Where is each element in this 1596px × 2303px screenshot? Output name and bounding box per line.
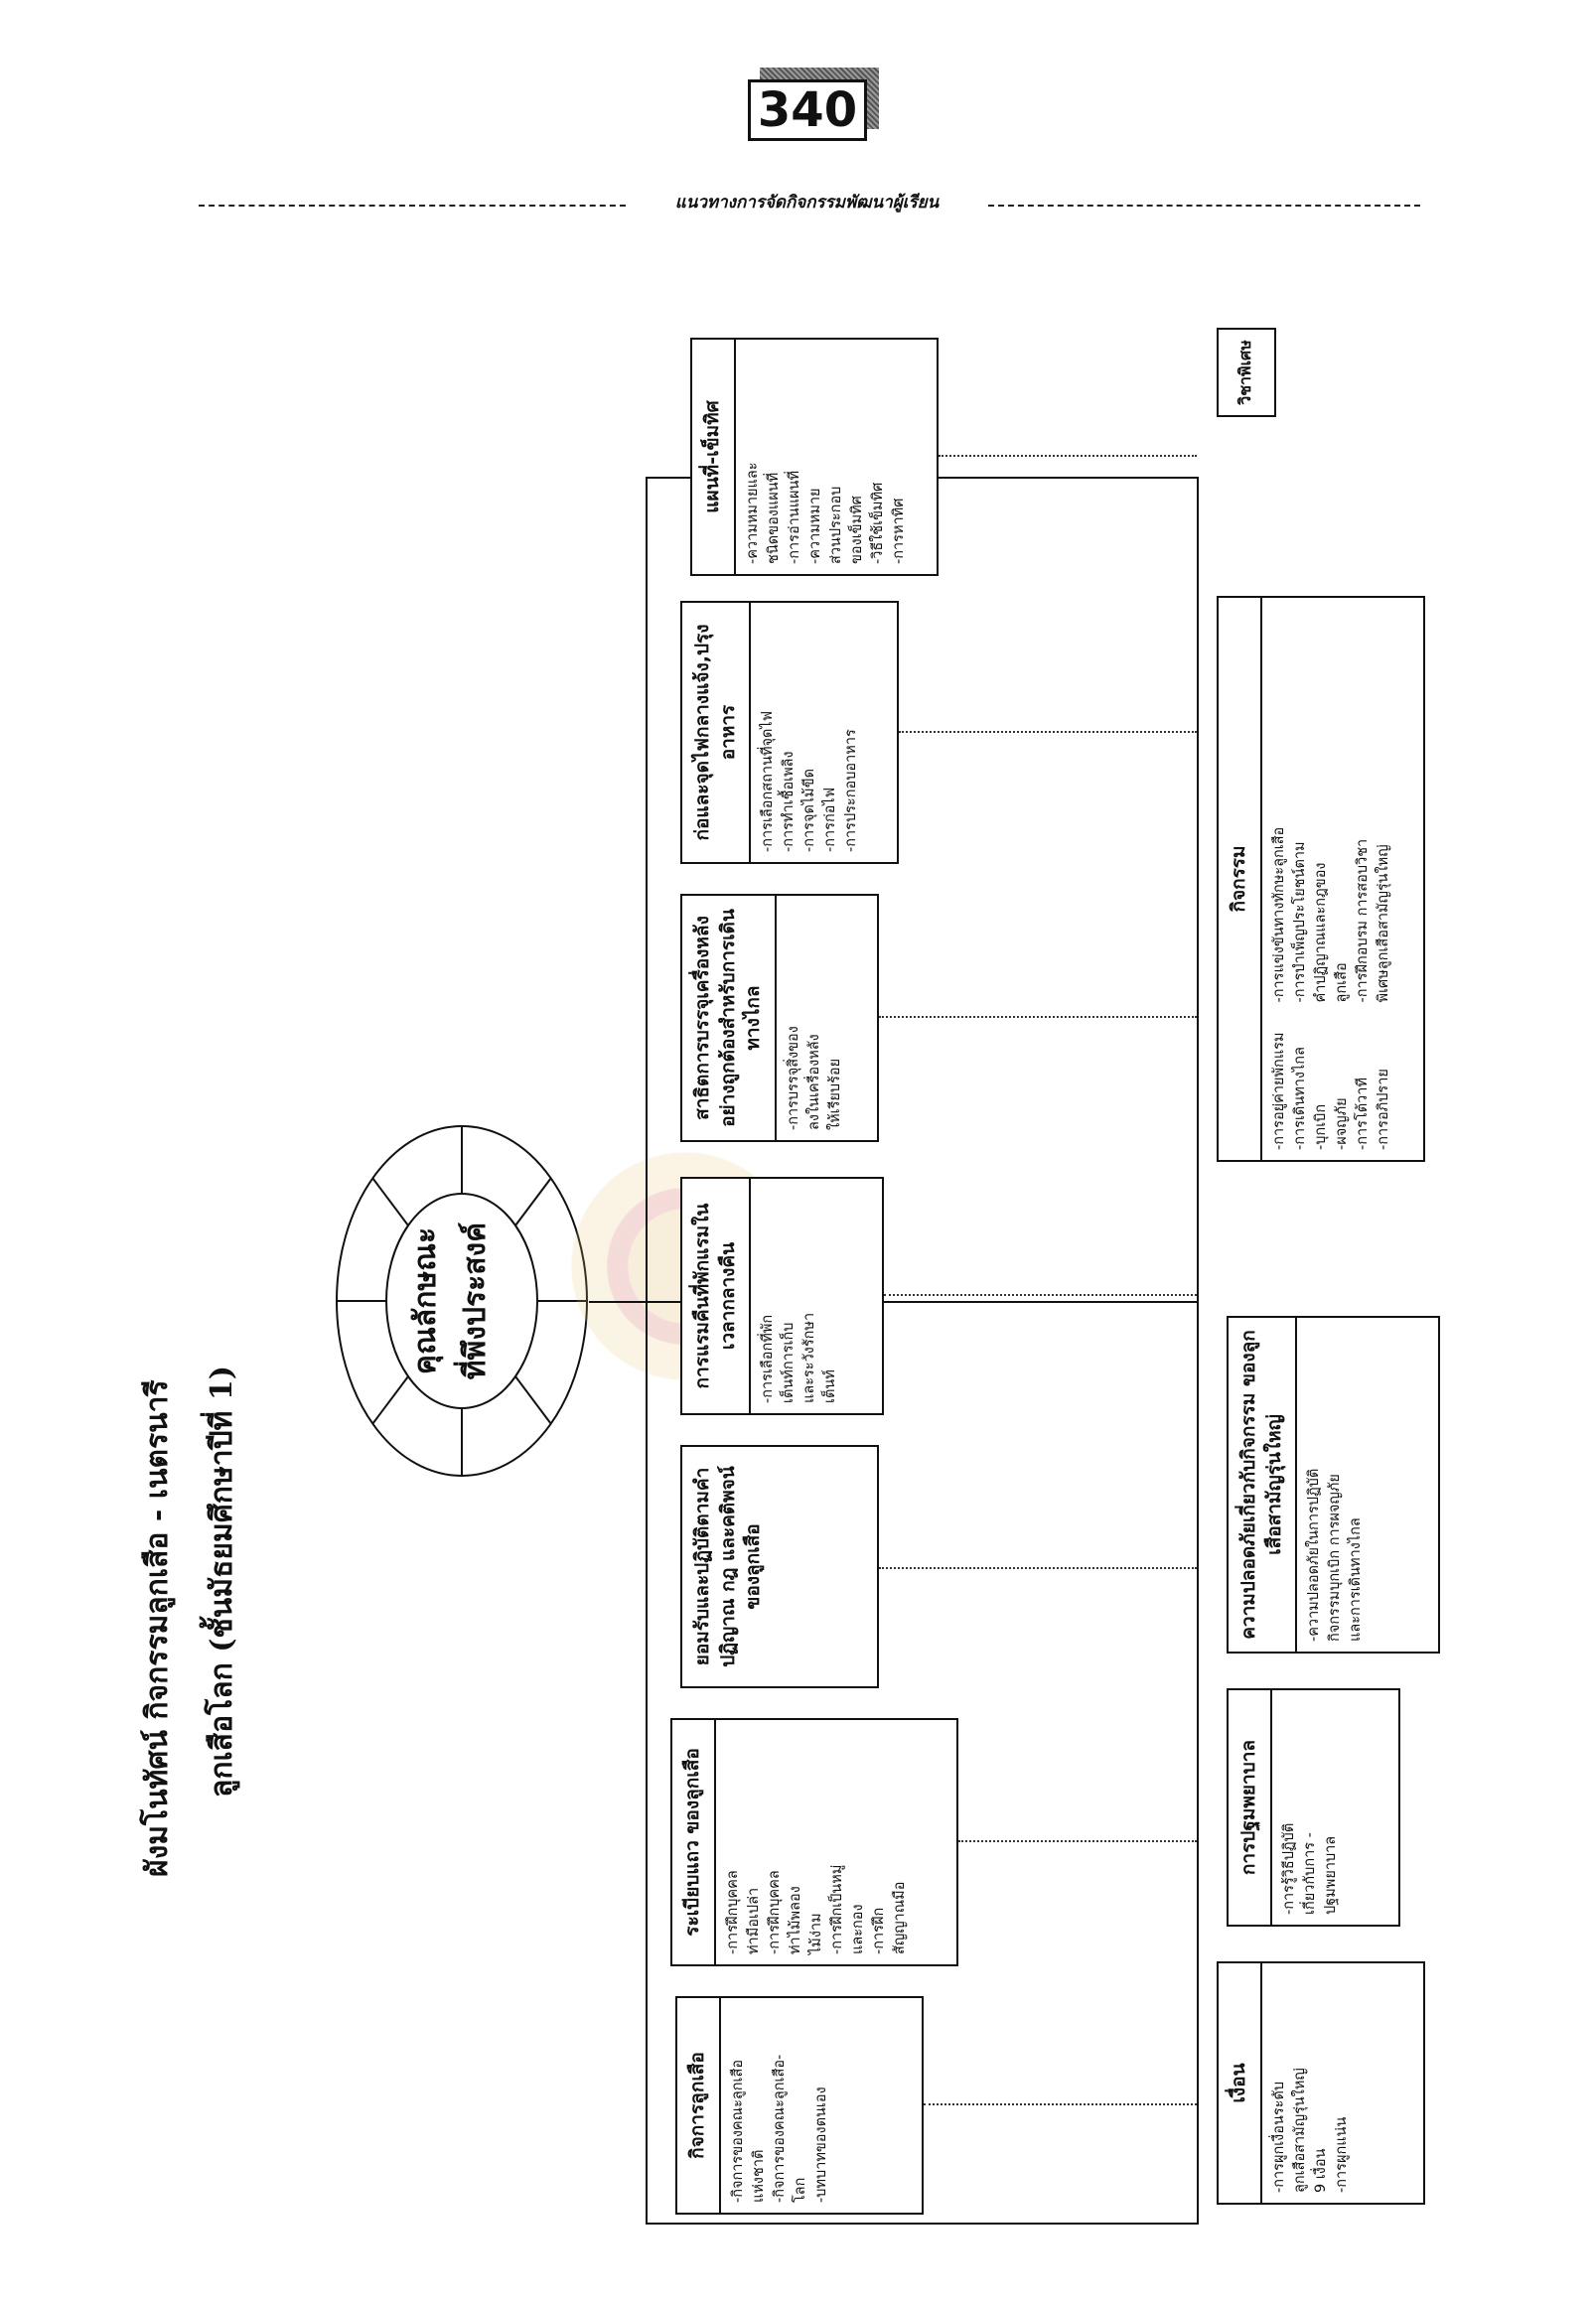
list-item: ให้เรียบร้อย [826,1058,843,1130]
list-item: โลก [792,2177,808,2203]
list-item: เต็นท์การเก็บ [781,1322,798,1403]
box-first-aid [1227,1688,1400,1927]
box-title: ก่อและจุดไฟกลางแจ้ง,ปรุงอาหาร [682,603,751,862]
diagram-subtitle: ลูกเสือโลก (ชั้นมัธยมศึกษาปีที่ 1) [205,1366,239,1798]
box-title: สาธิตการบรรจุเครื่องหลังอย่างถูกต้องสำหรับการเดินทางไกล [682,896,777,1140]
box-items [1262,1963,1360,2203]
box-map-compass [690,338,939,576]
list-item: -กิจการของคณะลูกเสือ [729,2059,746,2203]
list-item: ท่ามือเปล่า [745,1887,762,1954]
list-item: และการเดินทางไกล [1348,1517,1365,1642]
list-item: -วิธีใช้เข็มทิศ [869,482,886,564]
list-item: ลงในเครื่องหลัง [805,1034,822,1130]
list-item: กิจกรรมบุกเบิก การผจญภัย [1327,1474,1344,1642]
list-item: ลูกเสือสามัญรุ่นใหญ่ [1291,2068,1308,2193]
wheel-caption-bottom: ที่พึงประสงค์ [458,1222,493,1380]
list-item: -การโต้วาที [1354,1078,1371,1150]
list-item: -การประกอบอาหาร [843,729,860,852]
dotted-connector [879,1567,1197,1569]
box-items [751,603,869,862]
list-item: -การฝึกบุคคล [766,1870,783,1954]
connector-wheel-stem [589,1301,649,1303]
box-title: ยอมรับและปฏิบัติตามคำปฏิญาณ กฎ และคติพจน์ ของลูกเสือ [691,1466,765,1667]
list-item: -การทำเชื้อเพลิง [781,751,798,852]
connector-upper-bus [646,477,648,2225]
box-title: แผนที่-เข็มทิศ [692,340,736,574]
box-knots [1217,1961,1425,2205]
box-scout-affairs [675,1996,924,2215]
list-item: -การอยู่ค่ายพักแรม [1270,1032,1287,1150]
list-item: ท่าไม้พลอง [787,1886,803,1954]
list-item: สัญญาณมือ [891,1881,908,1954]
box-overnight-camp [680,1177,884,1415]
box-items [1297,1318,1374,1652]
activities-column-left [1269,1032,1394,1150]
list-item: -ความปลอดภัยในการปฏิบัติ [1306,1468,1323,1642]
list-item: -การอภิปราย [1375,1069,1391,1150]
box-items [721,1998,839,2213]
list-item: -ผจญภัย [1333,1097,1350,1150]
box-promise-law-motto [680,1445,879,1688]
wheel-caption-top: คุณลักษณะ [408,1226,443,1375]
dotted-connector [899,731,1197,733]
box-items [751,1179,848,1413]
box-title: การแรมคืนที่พักแรมในเวลากลางคืน [682,1179,751,1413]
dotted-connector [924,2103,1197,2105]
list-item: -กิจการของคณะลูกเสือ- [771,2054,788,2203]
list-item: -การหาทิศ [890,498,907,564]
list-item: -บทบาทของตนเอง [812,2087,829,2203]
dotted-connector [884,1294,1197,1296]
page-number: 340 [748,79,867,141]
box-items [1272,1690,1349,1925]
running-header: แนวทางการจัดกิจกรรมพัฒนาผู้เรียน [674,193,940,213]
list-item: -การฝึกเป็นหมู่ [828,1864,845,1954]
list-item: -การรู้วิธีปฏิบัติ [1280,1822,1297,1915]
list-item: ส่วนประกอบ [827,486,844,564]
list-item: -การผูกเงื่อนระดับ [1270,2081,1287,2193]
dotted-connector [879,1016,1197,1018]
list-item: เต็นท์ [822,1369,839,1403]
box-title: เงื่อน [1219,1963,1262,2203]
list-item: -บุกเบิก [1312,1103,1329,1150]
list-item: -การจุดไม้ขีด [801,768,818,852]
box-safety [1227,1316,1440,1654]
header-rule-left [199,205,626,207]
box-special-subjects [1217,328,1276,417]
list-item: 9 เงื่อน [1312,2148,1329,2193]
list-item: -การบำเพ็ญประโยชน์ตาม [1291,841,1308,1003]
box-items [736,340,917,574]
connector-lower-bus [1197,477,1199,2225]
connector-left-vertical [646,2223,1199,2225]
list-item: ลูกเสือ [1333,962,1350,1003]
list-item: คำปฏิญาณและกฎของ [1312,862,1329,1003]
activities-column-right [1269,827,1394,1003]
list-item: ปฐมพยาบาล [1322,1835,1339,1915]
box-fire-cooking [680,601,899,864]
list-item: -การแข่งขันทางทักษะลูกเสือ [1270,826,1287,1003]
box-title: วิชาพิเศษ [1235,340,1254,405]
dotted-connector [958,1840,1197,1842]
box-title: ความปลอดภัยเกี่ยวกับกิจกรรม ของลูกเสือสามัญรุ่นใหญ่ [1229,1318,1297,1652]
box-title: การปฐมพยาบาล [1229,1690,1272,1925]
list-item: -ความหมายและ [744,462,761,564]
list-item: -การบรรจุสิ่งของ [785,1026,801,1130]
list-item: -การเดินทางไกล [1291,1047,1308,1150]
list-item: -การเลือกสถานที่จุดไฟ [760,711,777,852]
header-rule-right [988,205,1420,207]
box-activities [1217,596,1425,1162]
box-items [716,1720,918,1964]
list-item: ไม้ง่าม [807,1913,824,1954]
box-drill [670,1718,958,1966]
box-title: กิจกรรม [1219,598,1262,1160]
list-item: เกี่ยวกับการ - [1301,1832,1318,1915]
list-item: -การเลือกที่พัก [760,1314,777,1403]
list-item: -การผูกแน่น [1333,2116,1350,2193]
box-items [777,896,853,1140]
box-packing [680,894,879,1142]
list-item: -การก่อไฟ [822,788,839,852]
list-item: -ความหมาย [806,488,823,564]
list-item: -การอ่านแผนที่ [786,470,802,564]
list-item: พิเศษลูกเสือสามัญรุ่นใหญ่ [1375,844,1391,1003]
list-item: -การฝึกอบรม การสอบวิชา [1354,838,1371,1003]
box-title: ระเบียบแถว ของลูกเสือ [672,1720,716,1964]
list-item: -การฝึก [870,1907,887,1954]
list-item: ชนิดของแผนที่ [765,472,782,564]
concept-map [104,328,1445,2254]
list-item: ของเข็มทิศ [848,496,865,564]
list-item: -การฝึกบุคคล [724,1870,741,1954]
box-title: กิจการลูกเสือ [677,1998,721,2213]
box-items [1262,598,1401,1160]
list-item: และกอง [849,1904,866,1954]
list-item: และระวังรักษา [801,1312,818,1403]
diagram-title: ผังมโนทัศน์ กิจกรรมลูกเสือ - เนตรนารี [140,1379,175,1877]
dotted-connector [939,455,1197,457]
list-item: แห่งชาติ [750,2149,767,2203]
